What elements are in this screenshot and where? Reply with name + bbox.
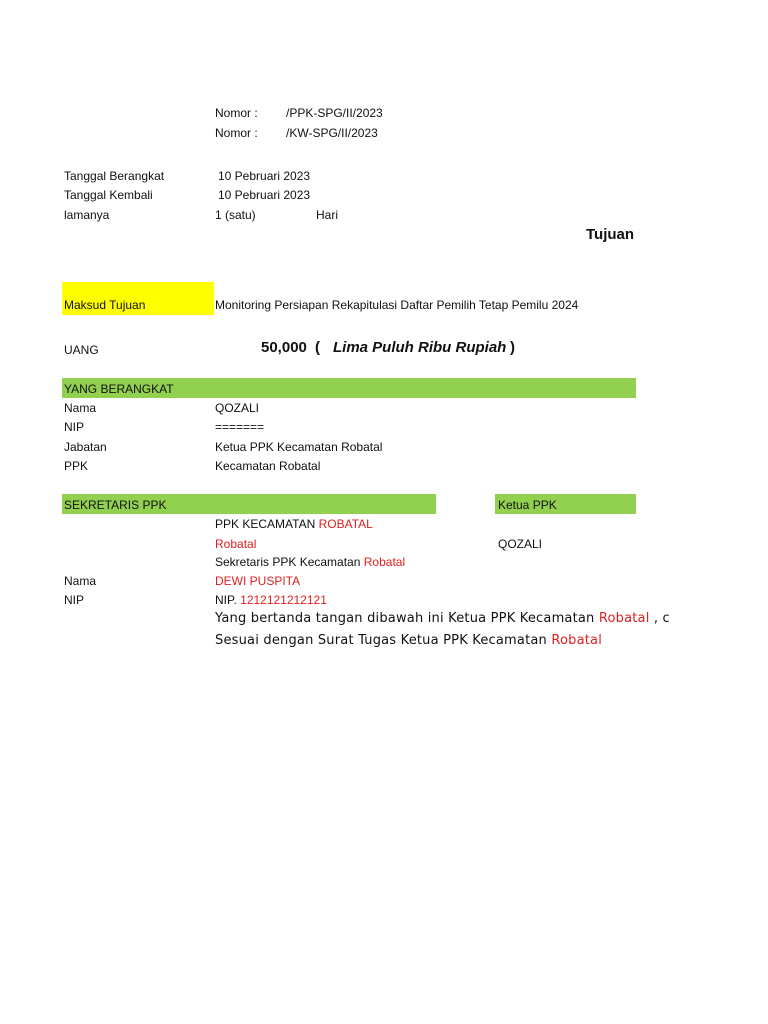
secretary-nama-label: Nama (64, 574, 97, 588)
secretary-org-highlight: ROBATAL (318, 517, 373, 531)
tanggal-berangkat-label: Tanggal Berangkat (64, 169, 165, 183)
nomor-2-value: /KW-SPG/II/2023 (286, 126, 378, 140)
statement-line-2 (215, 633, 602, 649)
traveler-nip-value: ======= (215, 420, 265, 434)
ketua-title: Ketua PPK (498, 498, 557, 512)
lamanya-unit: Hari (316, 208, 339, 222)
secretary-org-prefix: PPK KECAMATAN (215, 517, 316, 531)
secretary-place: Robatal (215, 537, 257, 551)
secretary-org (215, 517, 373, 531)
statement-line-1-prefix: Yang bertanda tangan dibawah ini Ketua PPK Kecamatan (215, 611, 595, 626)
uang-label: UANG (64, 343, 99, 357)
nomor-1-label: Nomor : (215, 106, 258, 120)
traveler-ppk-label: PPK (64, 459, 89, 473)
statement-line-2-prefix: Sesuai dengan Surat Tugas Ketua PPK Kecamatan (215, 633, 547, 648)
traveler-jabatan-value: Ketua PPK Kecamatan Robatal (215, 440, 383, 454)
statement-line-1 (215, 611, 670, 627)
uang-open-paren: ( (315, 339, 320, 356)
lamanya-label: lamanya (64, 208, 110, 222)
traveler-nip-label: NIP (64, 420, 85, 434)
secretary-title-highlight: Robatal (363, 555, 406, 569)
tanggal-berangkat-value: 10 Pebruari 2023 (218, 169, 311, 183)
uang-close-paren: ) (510, 339, 515, 356)
statement-line-2-highlight: Robatal (551, 633, 603, 648)
maksud-tujuan-value: Monitoring Persiapan Rekapitulasi Daftar Pemilih Tetap Pemilu 2024 (215, 298, 579, 312)
traveler-jabatan-label: Jabatan (64, 440, 107, 454)
secretary-nip-prefix: NIP. (215, 593, 237, 607)
statement-line-1-suffix: , c (653, 611, 670, 626)
uang-words: Lima Puluh Ribu Rupiah (333, 339, 507, 356)
yang-berangkat-title: YANG BERANGKAT (64, 382, 174, 396)
tanggal-kembali-label: Tanggal Kembali (64, 188, 153, 202)
maksud-tujuan-label: Maksud Tujuan (64, 298, 146, 312)
lamanya-value: 1 (satu) (215, 208, 256, 222)
uang-amount: 50,000 (261, 339, 307, 356)
secretary-title (215, 555, 405, 569)
secretary-title-prefix: Sekretaris PPK Kecamatan (215, 555, 361, 569)
traveler-ppk-value: Kecamatan Robatal (215, 459, 321, 473)
traveler-nama-label: Nama (64, 401, 97, 415)
secretary-nip-label: NIP (64, 593, 85, 607)
ketua-name: QOZALI (498, 537, 543, 551)
nomor-2-label: Nomor : (215, 126, 258, 140)
tanggal-kembali-value: 10 Pebruari 2023 (218, 188, 311, 202)
traveler-nama-value: QOZALI (215, 401, 260, 415)
tujuan-heading: Tujuan (586, 226, 635, 243)
secretary-nip-value: 1212121212121 (240, 593, 327, 607)
sekretaris-title: SEKRETARIS PPK (64, 498, 167, 512)
secretary-nama-value: DEWI PUSPITA (215, 574, 301, 588)
statement-line-1-highlight: Robatal (598, 611, 650, 626)
nomor-1-value: /PPK-SPG/II/2023 (286, 106, 383, 120)
secretary-nip (215, 593, 327, 607)
